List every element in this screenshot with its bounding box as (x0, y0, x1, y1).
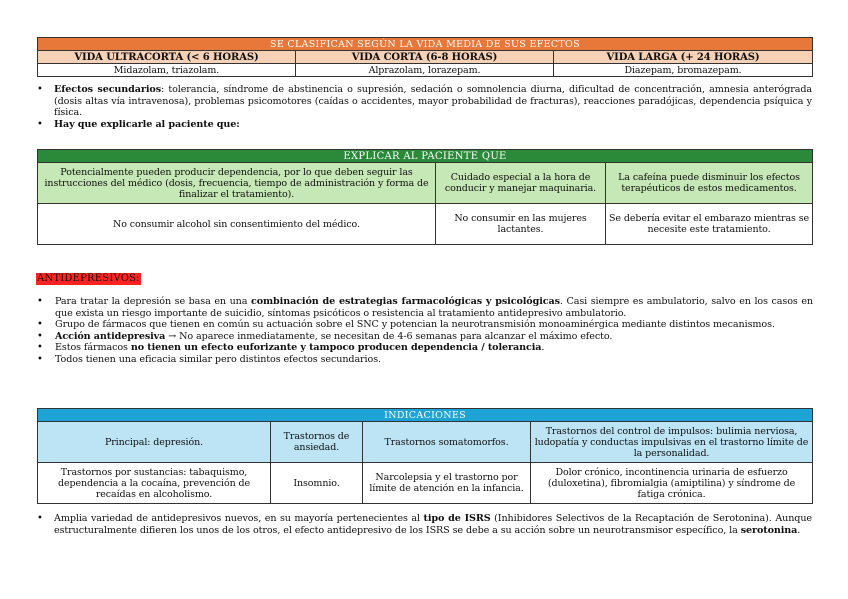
bullet-icon: • (37, 353, 43, 365)
indication-cell: Principal: depresión. (38, 422, 271, 463)
bullet-icon: • (37, 84, 43, 95)
indication-cell: Trastornos de ansiedad. (271, 422, 363, 463)
list-item (0, 296, 813, 319)
explain-patient-table (37, 149, 813, 245)
text: Estos fármacos (55, 342, 131, 353)
side-effects-list (0, 84, 812, 130)
list-item (0, 513, 812, 536)
indications-table (37, 408, 813, 504)
antidepressants-list (0, 296, 813, 365)
indication-cell: Narcolepsia y el trastorno por límite de atención en la infancia. (363, 463, 531, 504)
indication-cell: Trastornos somatomorfos. (363, 422, 531, 463)
indication-cell: Insomnio. (271, 463, 363, 504)
list-item (0, 342, 813, 354)
header-ultrashort: VIDA ULTRACORTA (< 6 HORAS) (38, 51, 296, 64)
explain-intro: Hay que explicarle al paciente que: (54, 118, 240, 130)
examples-long: Diazepam, bromazepam. (554, 64, 813, 77)
list-item (0, 319, 813, 331)
indication-cell: Trastornos por sustancias: tabaquismo, dependencia a la cocaína, prevención de recaídas en alcoholismo. (38, 463, 271, 504)
bold-text: tipo de ISRS (423, 513, 491, 524)
bullet-icon: • (37, 330, 43, 342)
list-item (0, 331, 813, 343)
list-item (0, 84, 812, 119)
text: Grupo de fármacos que tienen en común su actuación sobre el SNC y potencian la neurotransmisión monoaminérgica mediante distintos mecanismos. (55, 319, 775, 330)
explain-cell: No consumir en las mujeres lactantes. (436, 204, 606, 245)
indications-band: INDICACIONES (38, 409, 813, 422)
bold-text: combinación de estrategias farmacológicas y psicológicas (250, 296, 560, 307)
examples-ultrashort: Midazolam, triazolam. (38, 64, 296, 77)
bold-text: serotonina (740, 524, 798, 536)
ssri-list (0, 513, 812, 536)
text: No aparece inmediatamente, se necesitan de 4-6 semanas para alcanzar el máximo efecto. (179, 330, 613, 342)
indication-cell: Trastornos del control de impulsos: bulimia nerviosa, ludopatía y conductas impulsivas en el trastorno límite de la personalidad. (531, 422, 813, 463)
header-long: VIDA LARGA (+ 24 HORAS) (554, 51, 813, 64)
explain-cell: Potencialmente pueden producir dependencia, por lo que deben seguir las instrucciones del médico (dosis, frecuencia, tiempo de administración y forma de finalizar el tratamiento). (38, 163, 436, 204)
bullet-icon: • (37, 296, 43, 307)
arrow-icon: → (165, 330, 180, 342)
text: . Casi siempre es ambulatorio, salvo en los casos en que exista un riesgo importante de suicidio, síntomas psicóticos o resistencia al tratamiento antidepresivo ambulatorio. (55, 296, 813, 319)
indication-cell: Dolor crónico, incontinencia urinaria de esfuerzo (duloxetina), fibromialgia (amiptilina) y síndrome de fatiga crónica. (531, 463, 813, 504)
bullet-icon: • (37, 319, 43, 330)
examples-short: Alprazolam, lorazepam. (296, 64, 554, 77)
half-life-band: SE CLASIFICAN SEGÚN LA VIDA MEDIA DE SUS EFECTOS (38, 38, 813, 51)
text: (Inhibidores Selectivos de la Recaptación de Serotonina). Aunque estructuralmente difieren los unos de los otros, el efecto antidepresivo de los ISRS se debe a su acción sobre un neurotransmisor específico, la (54, 513, 813, 536)
list-item (0, 354, 813, 366)
explain-cell: Cuidado especial a la hora de conducir y manejar maquinaria. (436, 163, 606, 204)
explain-cell: La cafeína puede disminuir los efectos terapéuticos de estos medicamentos. (606, 163, 813, 204)
half-life-table (37, 37, 813, 77)
explain-band: EXPLICAR AL PACIENTE QUE (38, 150, 813, 163)
antidepressants-title: ANTIDEPRESIVOS: (37, 273, 140, 284)
list-item (0, 119, 812, 131)
explain-cell: Se debería evitar el embarazo mientras se necesite este tratamiento. (606, 204, 813, 245)
side-effects-label: Efectos secundarios (54, 84, 162, 95)
header-short: VIDA CORTA (6-8 HORAS) (296, 51, 554, 64)
text: . (797, 524, 801, 536)
bullet-icon: • (37, 513, 43, 524)
text: Para tratar la depresión se basa en una (55, 296, 251, 307)
bold-text: Acción antidepresiva (55, 330, 166, 342)
bullet-icon: • (37, 118, 43, 130)
text: . (541, 342, 545, 353)
bold-text: no tienen un efecto euforizante y tampoco producen dependencia / tolerancia (130, 342, 542, 353)
text: Amplia variedad de antidepresivos nuevos, en su mayoría pertenecientes al (54, 513, 424, 524)
side-effects-text: : tolerancia, síndrome de abstinencia o supresión, sedación o somnolencia diurna, dificultad de concentración, amnesia anterógrada (dosis altas vía intravenosa), problemas psicomotores (caídas o accidentes, mayor probabilidad de fracturas), reacciones paradójicas, dependencia psíquica y física. (54, 84, 813, 118)
bullet-icon: • (37, 342, 43, 353)
explain-cell: No consumir alcohol sin consentimiento del médico. (38, 204, 436, 245)
text: Todos tienen una eficacia similar pero distintos efectos secundarios. (55, 353, 381, 365)
